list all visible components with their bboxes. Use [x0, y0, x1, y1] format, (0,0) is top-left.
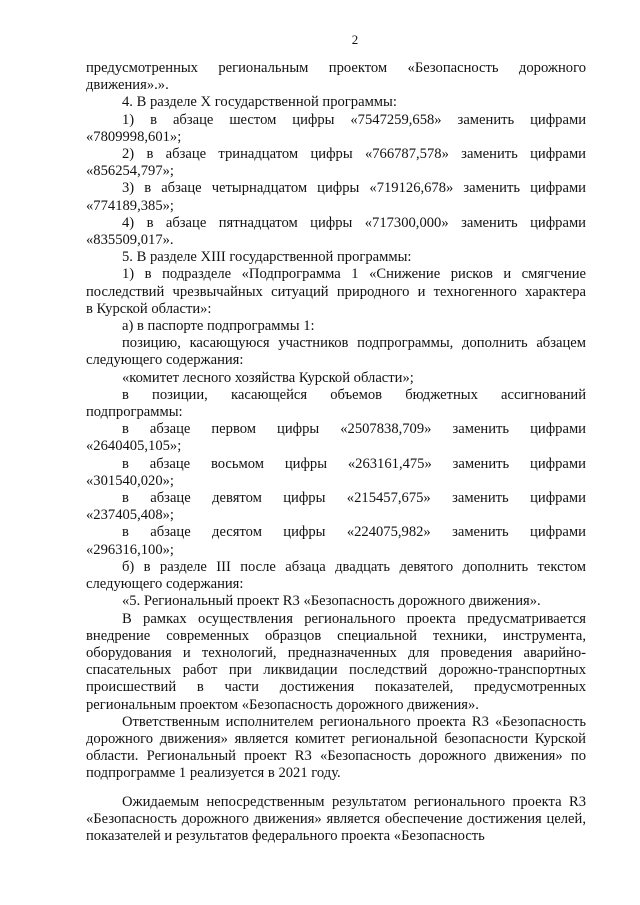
cell: цифрами	[530, 524, 586, 541]
section-heading: 4. В разделе X государственной программы:	[122, 94, 397, 111]
table-row	[86, 490, 586, 507]
text-line: позицию, касающуюся участников подпрограммы, дополнить абзацем	[122, 335, 586, 352]
cell: «2507838,709»	[340, 421, 432, 438]
table-row	[86, 524, 586, 541]
table-row	[86, 421, 586, 438]
text-line: в позиции, касающейся объемов бюджетных ассигнований	[122, 386, 586, 403]
text-line: «7809998,601»;	[86, 128, 182, 145]
cell: заменить	[452, 421, 510, 438]
cell: цифрами	[530, 455, 586, 472]
cell: в	[122, 490, 129, 507]
text-line: 1) в абзаце шестом цифры «7547259,658» заменить цифрами	[122, 111, 586, 128]
cell: в	[122, 455, 129, 472]
text-line: «237405,408»;	[86, 507, 174, 524]
cell: цифрами	[530, 421, 586, 438]
cell: абзаце	[150, 524, 191, 541]
cell: «224075,982»	[346, 524, 431, 541]
cell: абзаце	[150, 490, 191, 507]
cell: девятом	[212, 490, 262, 507]
text-line: «856254,797»;	[86, 163, 174, 180]
paragraph: Ожидаемым непосредственным результатом регионального проекта R3 «Безопасность дорожного движения» является обеспечение достижения целей, показателей и результатов федерального проекта «Безопасность	[86, 793, 586, 844]
text-line: 4) в абзаце пятнадцатом цифры «717300,000» заменить цифрами	[122, 214, 586, 231]
text-line: «296316,100»;	[86, 541, 174, 558]
text-line: а) в паспорте подпрограммы 1:	[122, 318, 315, 335]
cell: абзаце	[149, 455, 191, 472]
text-line: «5. Региональный проект R3 «Безопасность дорожного движения».	[122, 593, 541, 610]
cell: заменить	[452, 455, 510, 472]
table-row	[86, 456, 586, 473]
cell: цифры	[284, 455, 328, 472]
text-line: следующего содержания:	[86, 352, 244, 369]
cell: «263161,475»	[347, 455, 432, 472]
text-line: «774189,385»;	[86, 197, 174, 214]
cell: цифры	[283, 490, 326, 507]
cell: цифры	[283, 524, 326, 541]
text-line: следующего содержания:	[86, 576, 244, 593]
text-line: «2640405,105»;	[86, 438, 182, 455]
cell: «215457,675»	[346, 490, 431, 507]
cell: абзаце	[149, 421, 191, 438]
cell: восьмом	[210, 455, 265, 472]
cell: в	[122, 524, 129, 541]
text-line: предусмотренных региональным проектом «Безопасность дорожного	[86, 60, 586, 76]
text-line: 3) в абзаце четырнадцатом цифры «719126,678» заменить цифрами	[122, 180, 586, 197]
text-line: 2) в абзаце тринадцатом цифры «766787,578» заменить цифрами	[122, 146, 586, 163]
text-line: движения».».	[86, 77, 169, 94]
text-line: б) в разделе III после абзаца двадцать девятого дополнить текстом	[122, 558, 586, 575]
cell: цифры	[277, 421, 320, 438]
document-body	[86, 60, 586, 845]
text-line: «комитет лесного хозяйства Курской области»;	[122, 369, 414, 386]
paragraph: Ответственным исполнителем регионального проекта R3 «Безопасность дорожного движения» является комитет региональной безопасности Курской области. Региональный проект R3 «Безопасность дорожного движения» по подпрограмме 1 реализуется в 2021 году.	[86, 713, 586, 782]
text-line: «301540,020»;	[86, 472, 174, 489]
cell: цифрами	[530, 490, 586, 507]
section-heading: 5. В разделе XIII государственной программы:	[122, 249, 412, 266]
text-line: 1) в подразделе «Подпрограмма 1 «Снижение рисков и смягчение	[122, 266, 586, 283]
text-line: в Курской области»:	[86, 300, 212, 317]
paragraph: В рамках осуществления регионального проекта предусматривается внедрение современных образцов специальной техники, инструмента, оборудования и технологий, предназначенных для проведения аварийно-спасательных работ при ликвидации последствий дорожно-транспортных происшествий в части достижения показателей, предусмотренных региональным проектом «Безопасность дорожного движения».	[86, 610, 586, 713]
cell: первом	[211, 421, 257, 438]
cell: в	[122, 421, 129, 438]
cell: заменить	[452, 524, 509, 541]
cell: десятом	[212, 524, 262, 541]
text-line: последствий чрезвычайных ситуаций природного и техногенного характера	[86, 283, 586, 300]
text-line: «835509,017».	[86, 232, 174, 249]
text-line: подпрограммы:	[86, 404, 183, 421]
page-number: 2	[351, 32, 359, 47]
cell: заменить	[452, 490, 509, 507]
